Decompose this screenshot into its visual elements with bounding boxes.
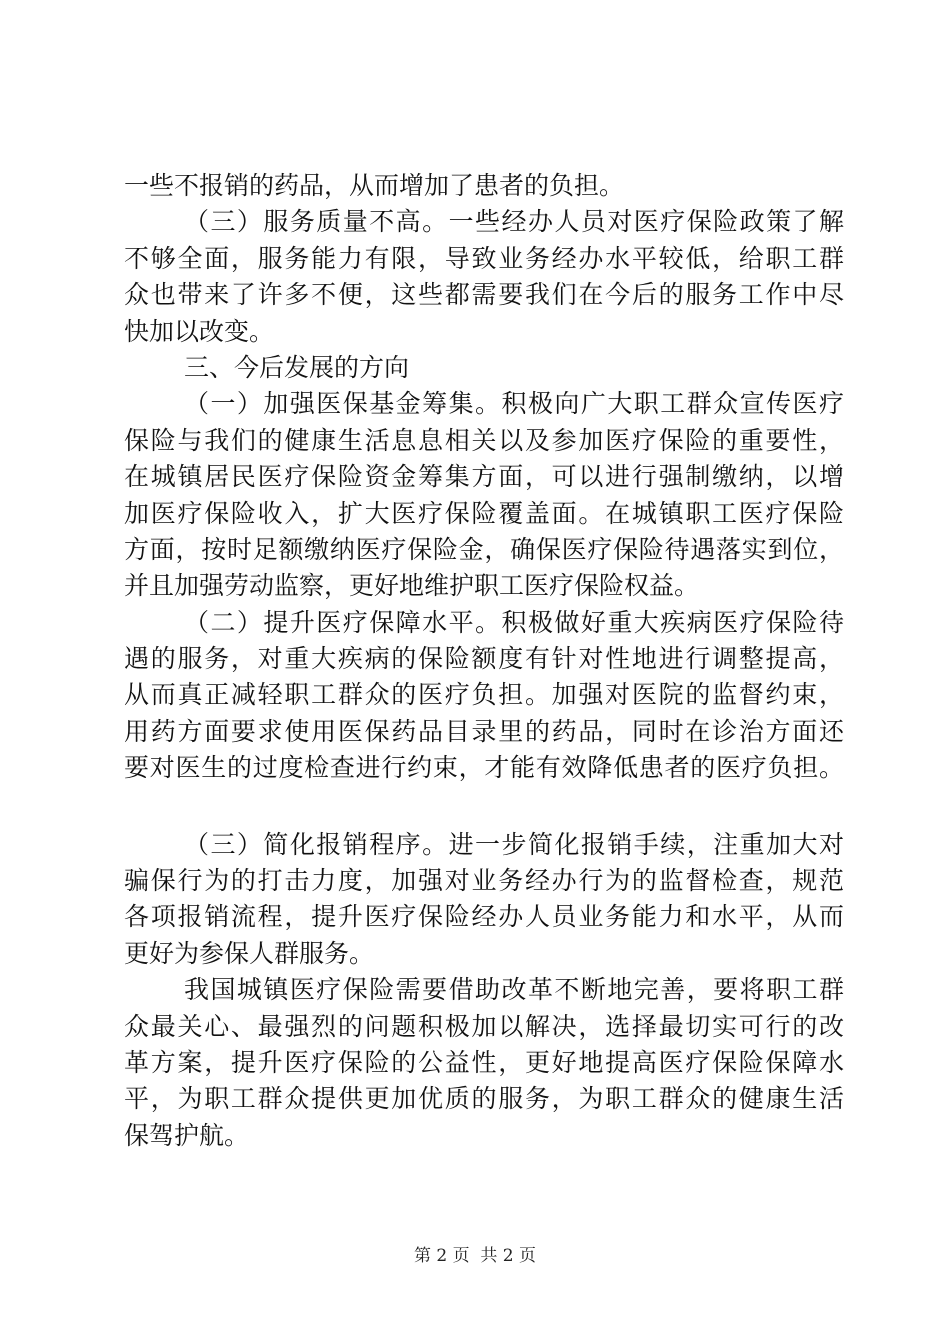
text-line: 从而真正减轻职工群众的医疗负担。加强对医院的监督约束， bbox=[124, 680, 844, 710]
document-body bbox=[124, 168, 844, 1154]
paragraph-security-level bbox=[124, 605, 844, 787]
section-heading bbox=[124, 350, 844, 386]
text-line: 方面，按时足额缴纳医疗保险金，确保医疗保险待遇落实到位， bbox=[124, 534, 844, 564]
text-line: 快加以改变。 bbox=[124, 316, 275, 346]
text-line: 并且加强劳动监察，更好地维护职工医疗保险权益。 bbox=[124, 571, 700, 601]
text-line: 更好为参保人群服务。 bbox=[124, 938, 375, 968]
text-line: 不够全面，服务能力有限，导致业务经办水平较低，给职工群 bbox=[124, 243, 844, 273]
paragraph-fund-raising bbox=[124, 386, 844, 604]
text-line: 在城镇居民医疗保险资金筹集方面，可以进行强制缴纳，以增 bbox=[124, 462, 844, 492]
text-line: （三）服务质量不高。一些经办人员对医疗保险政策了解 bbox=[184, 207, 844, 237]
paragraph-conclusion bbox=[124, 972, 844, 1154]
heading-line: 三、今后发展的方向 bbox=[184, 352, 410, 382]
text-line: 一些不报销的药品，从而增加了患者的负担。 bbox=[124, 171, 625, 200]
text-line: （三）简化报销程序。进一步简化报销手续，注重加大对 bbox=[184, 829, 844, 859]
text-line: 革方案，提升医疗保险的公益性，更好地提高医疗保险保障水 bbox=[124, 1047, 844, 1077]
text-line: 要对医生的过度检查进行约束，才能有效降低患者的医疗负担。 bbox=[124, 753, 844, 783]
text-line: 保险与我们的健康生活息息相关以及参加医疗保险的重要性， bbox=[124, 425, 844, 455]
text-line: （一）加强医保基金筹集。积极向广大职工群众宣传医疗 bbox=[184, 389, 844, 419]
text-line: 保驾护航。 bbox=[124, 1120, 250, 1150]
text-line: 平，为职工群众提供更加优质的服务，为职工群众的健康生活 bbox=[124, 1084, 844, 1114]
text-line: 遇的服务，对重大疾病的保险额度有针对性地进行调整提高， bbox=[124, 644, 844, 674]
text-line: 用药方面要求使用医保药品目录里的药品，同时在诊治方面还 bbox=[124, 716, 844, 746]
text-line: 骗保行为的打击力度，加强对业务经办行为的监督检查，规范 bbox=[124, 866, 844, 896]
paragraph-reimbursement bbox=[124, 827, 844, 973]
text-line: 加医疗保险收入，扩大医疗保险覆盖面。在城镇职工医疗保险 bbox=[124, 498, 844, 528]
page-number-label: 第 2 页 共 2 页 bbox=[413, 1246, 537, 1266]
paragraph-continuation bbox=[124, 168, 844, 204]
text-line: 各项报销流程，提升医疗保险经办人员业务能力和水平，从而 bbox=[124, 902, 844, 932]
paragraph-service-quality bbox=[124, 204, 844, 350]
paragraph-gap bbox=[124, 787, 844, 827]
page-footer bbox=[0, 1244, 950, 1268]
text-line: 我国城镇医疗保险需要借助改革不断地完善，要将职工群 bbox=[184, 975, 844, 1005]
text-line: 众也带来了许多不便，这些都需要我们在今后的服务工作中尽 bbox=[124, 280, 844, 310]
text-line: （二）提升医疗保障水平。积极做好重大疾病医疗保险待 bbox=[184, 607, 844, 637]
text-line: 众最关心、最强烈的问题积极加以解决，选择最切实可行的改 bbox=[124, 1011, 844, 1041]
